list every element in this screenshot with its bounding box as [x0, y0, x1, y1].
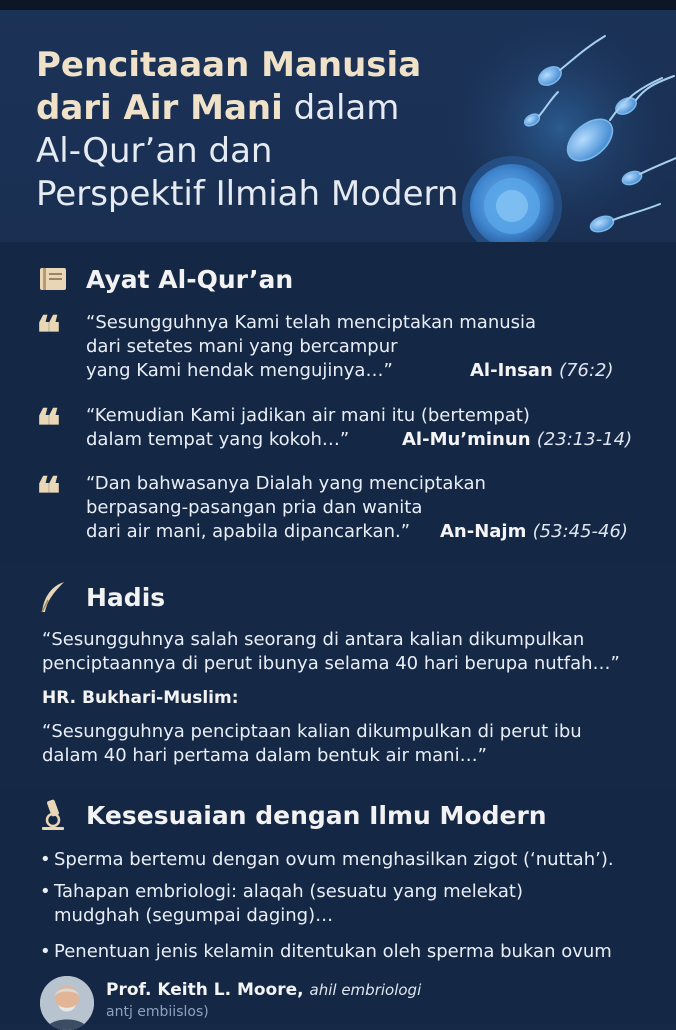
bullet-text: Sperma bertemu dengan ovum menghasilkan zigot (‘nuttah’).: [54, 849, 614, 870]
hadis-heading: Hadis: [86, 582, 166, 612]
verse-number: (53:45-46): [532, 521, 628, 542]
quran-quote-2: [36, 399, 656, 458]
title-line-1: Pencitaaan Manusia: [36, 45, 422, 85]
surah-name: Al-Mu’minun: [402, 429, 531, 450]
author-subtitle: antj embiislos): [106, 1004, 209, 1020]
top-bar: [0, 0, 676, 10]
hadis-text-2: “Sesungguhnya penciptaan kalian dikumpulkan di perut ibu dalam 40 hari pertama dalam bentuk air mani…”: [42, 721, 582, 766]
microscope-icon: [36, 798, 70, 832]
bullet-text-line-2: mudghah (segumpai daging)…: [54, 905, 334, 926]
quote-text: “Dan bahwasanya Dialah yang menciptakan berpasang-pasangan pria dan wanita dari air mani, apabila dipancarkan.”: [86, 473, 486, 542]
quote-reference: [440, 520, 628, 544]
avatar: [40, 976, 94, 1030]
bullet-dot: •: [40, 849, 51, 870]
title-line-2-bold: dari Air Mani: [36, 88, 283, 128]
bullet-text: Tahapan embriologi: alaqah (sesuatu yang melekat): [54, 881, 524, 902]
surah-name: Al-Insan: [470, 360, 553, 381]
book-icon: [36, 262, 70, 296]
title-line-4: Perspektif Ilmiah Modern: [36, 174, 459, 214]
quote-text: “Kemudian Kami jadikan air mani itu (bertempat) dalam tempat yang kokoh…”: [86, 405, 530, 450]
quran-section: [0, 242, 676, 564]
quote-mark-icon: ❝: [36, 306, 61, 360]
quran-quote-3: [36, 467, 656, 552]
quote-text: “Sesungguhnya Kami telah menciptakan manusia dari setetes mani yang bercampur yang Kami hendak mengujinya…”: [86, 312, 537, 381]
quill-icon: [36, 580, 70, 614]
verse-number: (76:2): [559, 360, 614, 381]
quote-mark-icon: ❝: [36, 399, 61, 453]
bullet-text: Penentuan jenis kelamin ditentukan oleh sperma bukan ovum: [54, 941, 612, 962]
surah-name: An-Najm: [440, 521, 527, 542]
title-line-3: Al-Qur’an dan: [36, 131, 273, 171]
quote-reference: [402, 428, 632, 452]
verse-number: (23:13-14): [536, 429, 633, 450]
quran-quote-1: [36, 306, 656, 391]
quote-reference: [470, 359, 614, 383]
quote-mark-icon: ❝: [36, 467, 61, 521]
science-heading-row: [36, 798, 547, 832]
quran-heading: Ayat Al-Qur’an: [86, 264, 294, 294]
sperm-ovum-illustration: [440, 28, 676, 258]
author-credit: [40, 976, 421, 1030]
quran-heading-row: [36, 262, 293, 296]
author-role: ahil embriologi: [309, 981, 422, 999]
author-name: [106, 980, 421, 1000]
page-title: [36, 44, 476, 216]
bullet-dot: •: [40, 941, 51, 962]
science-heading: Kesesuaian dengan Ilmu Modern: [86, 800, 547, 830]
hadis-section: [0, 564, 676, 786]
hadis-source: HR. Bukhari-Muslim:: [42, 688, 239, 708]
hadis-text-1: “Sesungguhnya salah seorang di antara kalian dikumpulkan penciptaannya di perut ibunya selama 40 hari berupa nutfah…”: [42, 629, 620, 674]
hadis-heading-row: [36, 580, 165, 614]
bullet-dot: •: [40, 881, 51, 902]
header-banner: [0, 10, 676, 242]
author-name-text: Prof. Keith L. Moore,: [106, 980, 304, 1000]
title-line-2-light: dalam: [293, 88, 400, 128]
